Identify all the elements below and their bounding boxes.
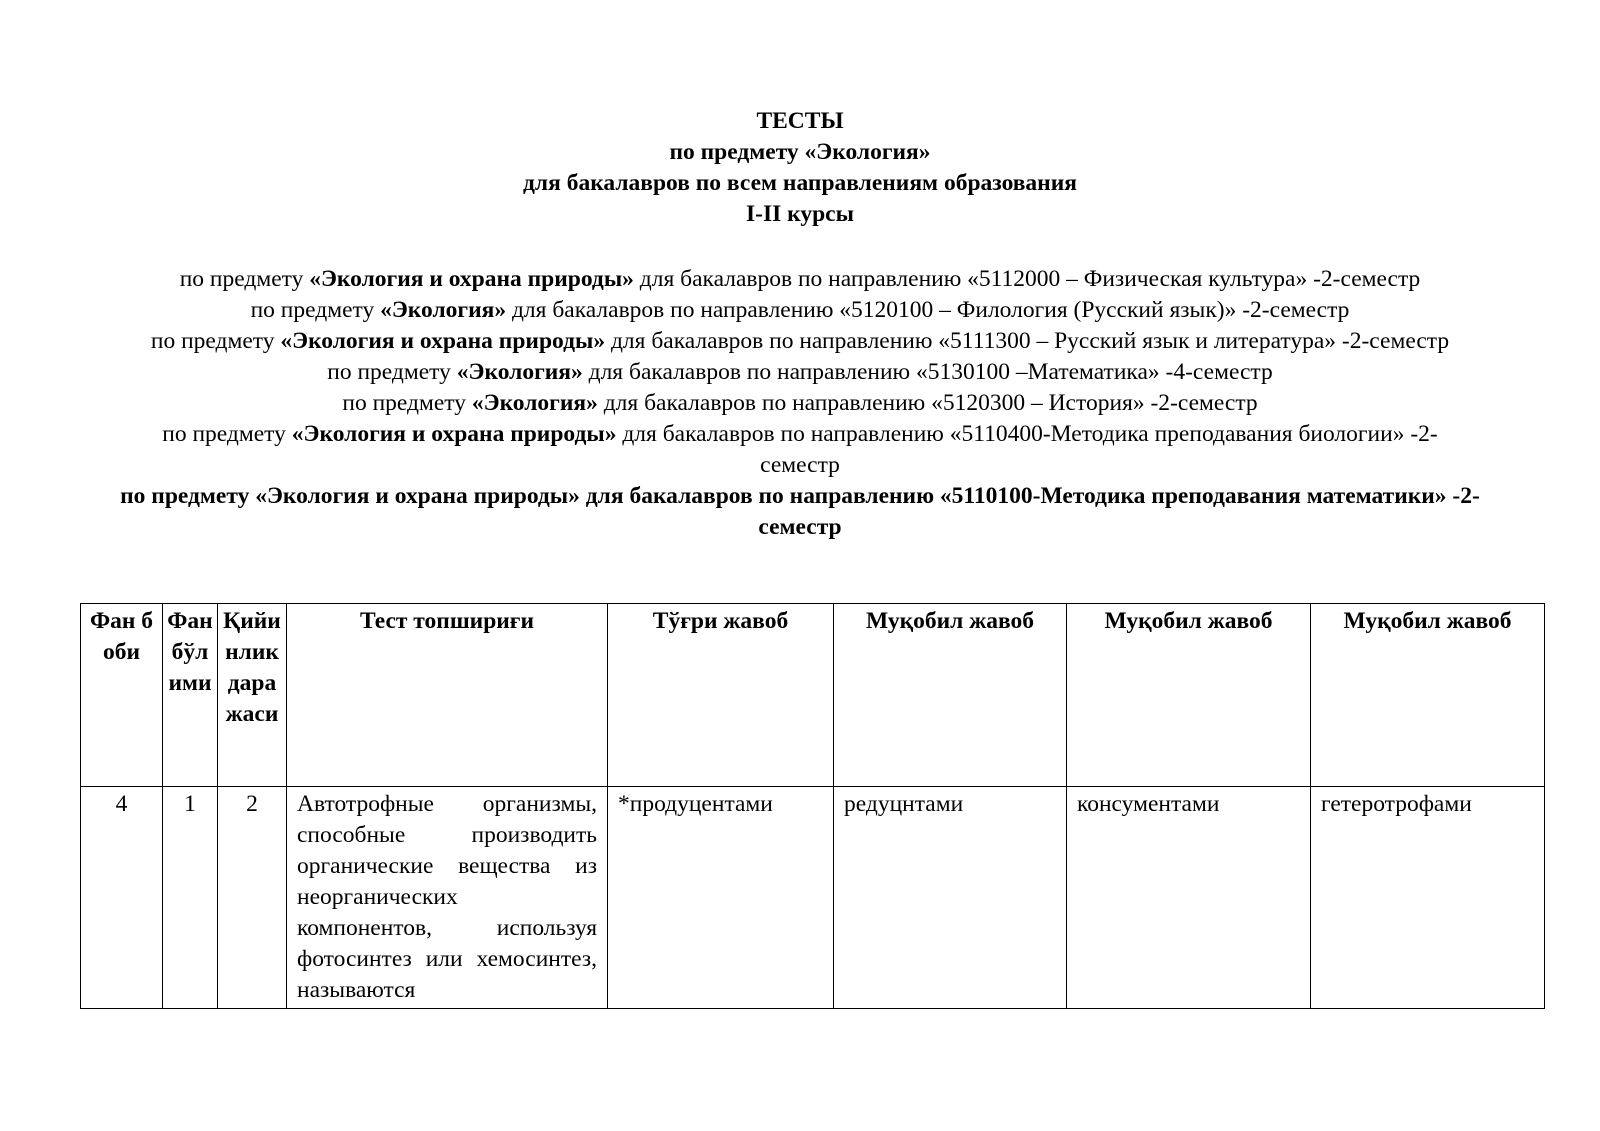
tests-table <box>80 603 1545 1009</box>
header-chapter: Фан боби <box>81 604 163 787</box>
cell-section: 1 <box>163 787 218 1009</box>
direction-line-5: по предмету «Экология» для бакалавров по направлению «5120300 – История» -2-семестр <box>342 390 1258 416</box>
direction-line-6: по предмету «Экология и охрана природы» для бакалавров по направлению «5110400-Методика преподавания биологии» -2-семестр <box>162 421 1438 478</box>
direction-line-1: по предмету «Экология и охрана природы» для бакалавров по направлению «5112000 – Физическая культура» -2-семестр <box>179 266 1421 292</box>
header-question: Тест топшириғи <box>287 604 608 787</box>
cell-difficulty: 2 <box>218 787 287 1009</box>
cell-alternative-answer-1: редуцнтами <box>834 787 1067 1009</box>
cell-alternative-answer-3: гетеротрофами <box>1311 787 1545 1009</box>
direction-line-4: по предмету «Экология» для бакалавров по направлению «5130100 –Математика» -4-семестр <box>327 359 1273 385</box>
document-title: ТЕСТЫ <box>756 108 844 134</box>
header-difficulty: Қийинлик даражаси <box>218 604 287 787</box>
header-section: Фан бўлими <box>163 604 218 787</box>
cell-correct-answer: *продуцентами <box>608 787 834 1009</box>
course-line: I-II курсы <box>746 201 854 227</box>
header-alternative-answer-1: Муқобил жавоб <box>834 604 1067 787</box>
header-correct-answer: Тўғри жавоб <box>608 604 834 787</box>
direction-line-3: по предмету «Экология и охрана природы» для бакалавров по направлению «5111300 – Русский язык и литература» -2-семестр <box>150 328 1450 354</box>
table-row <box>81 787 1545 1009</box>
audience-line: для бакалавров по всем направлениям образования <box>523 170 1077 196</box>
direction-line-2: по предмету «Экология» для бакалавров по направлению «5120100 – Филология (Русский язык)» -2-семестр <box>250 297 1350 323</box>
direction-line-7: по предмету «Экология и охрана природы» для бакалавров по направлению «5110100-Методика преподавания математики» -2-семестр <box>120 483 1480 540</box>
table-header-row <box>81 604 1545 787</box>
header-alternative-answer-3: Муқобил жавоб <box>1311 604 1545 787</box>
subject-line: по предмету «Экология» <box>669 139 931 165</box>
document-header <box>80 106 1520 230</box>
cell-alternative-answer-2: консументами <box>1067 787 1311 1009</box>
cell-question: Автотрофные организмы, способные производить органические вещества из неорганических компонентов, используя фотосинтез или хемосинтез, называются <box>287 787 608 1009</box>
cell-chapter: 4 <box>81 787 163 1009</box>
directions-list <box>80 264 1520 543</box>
header-alternative-answer-2: Муқобил жавоб <box>1067 604 1311 787</box>
